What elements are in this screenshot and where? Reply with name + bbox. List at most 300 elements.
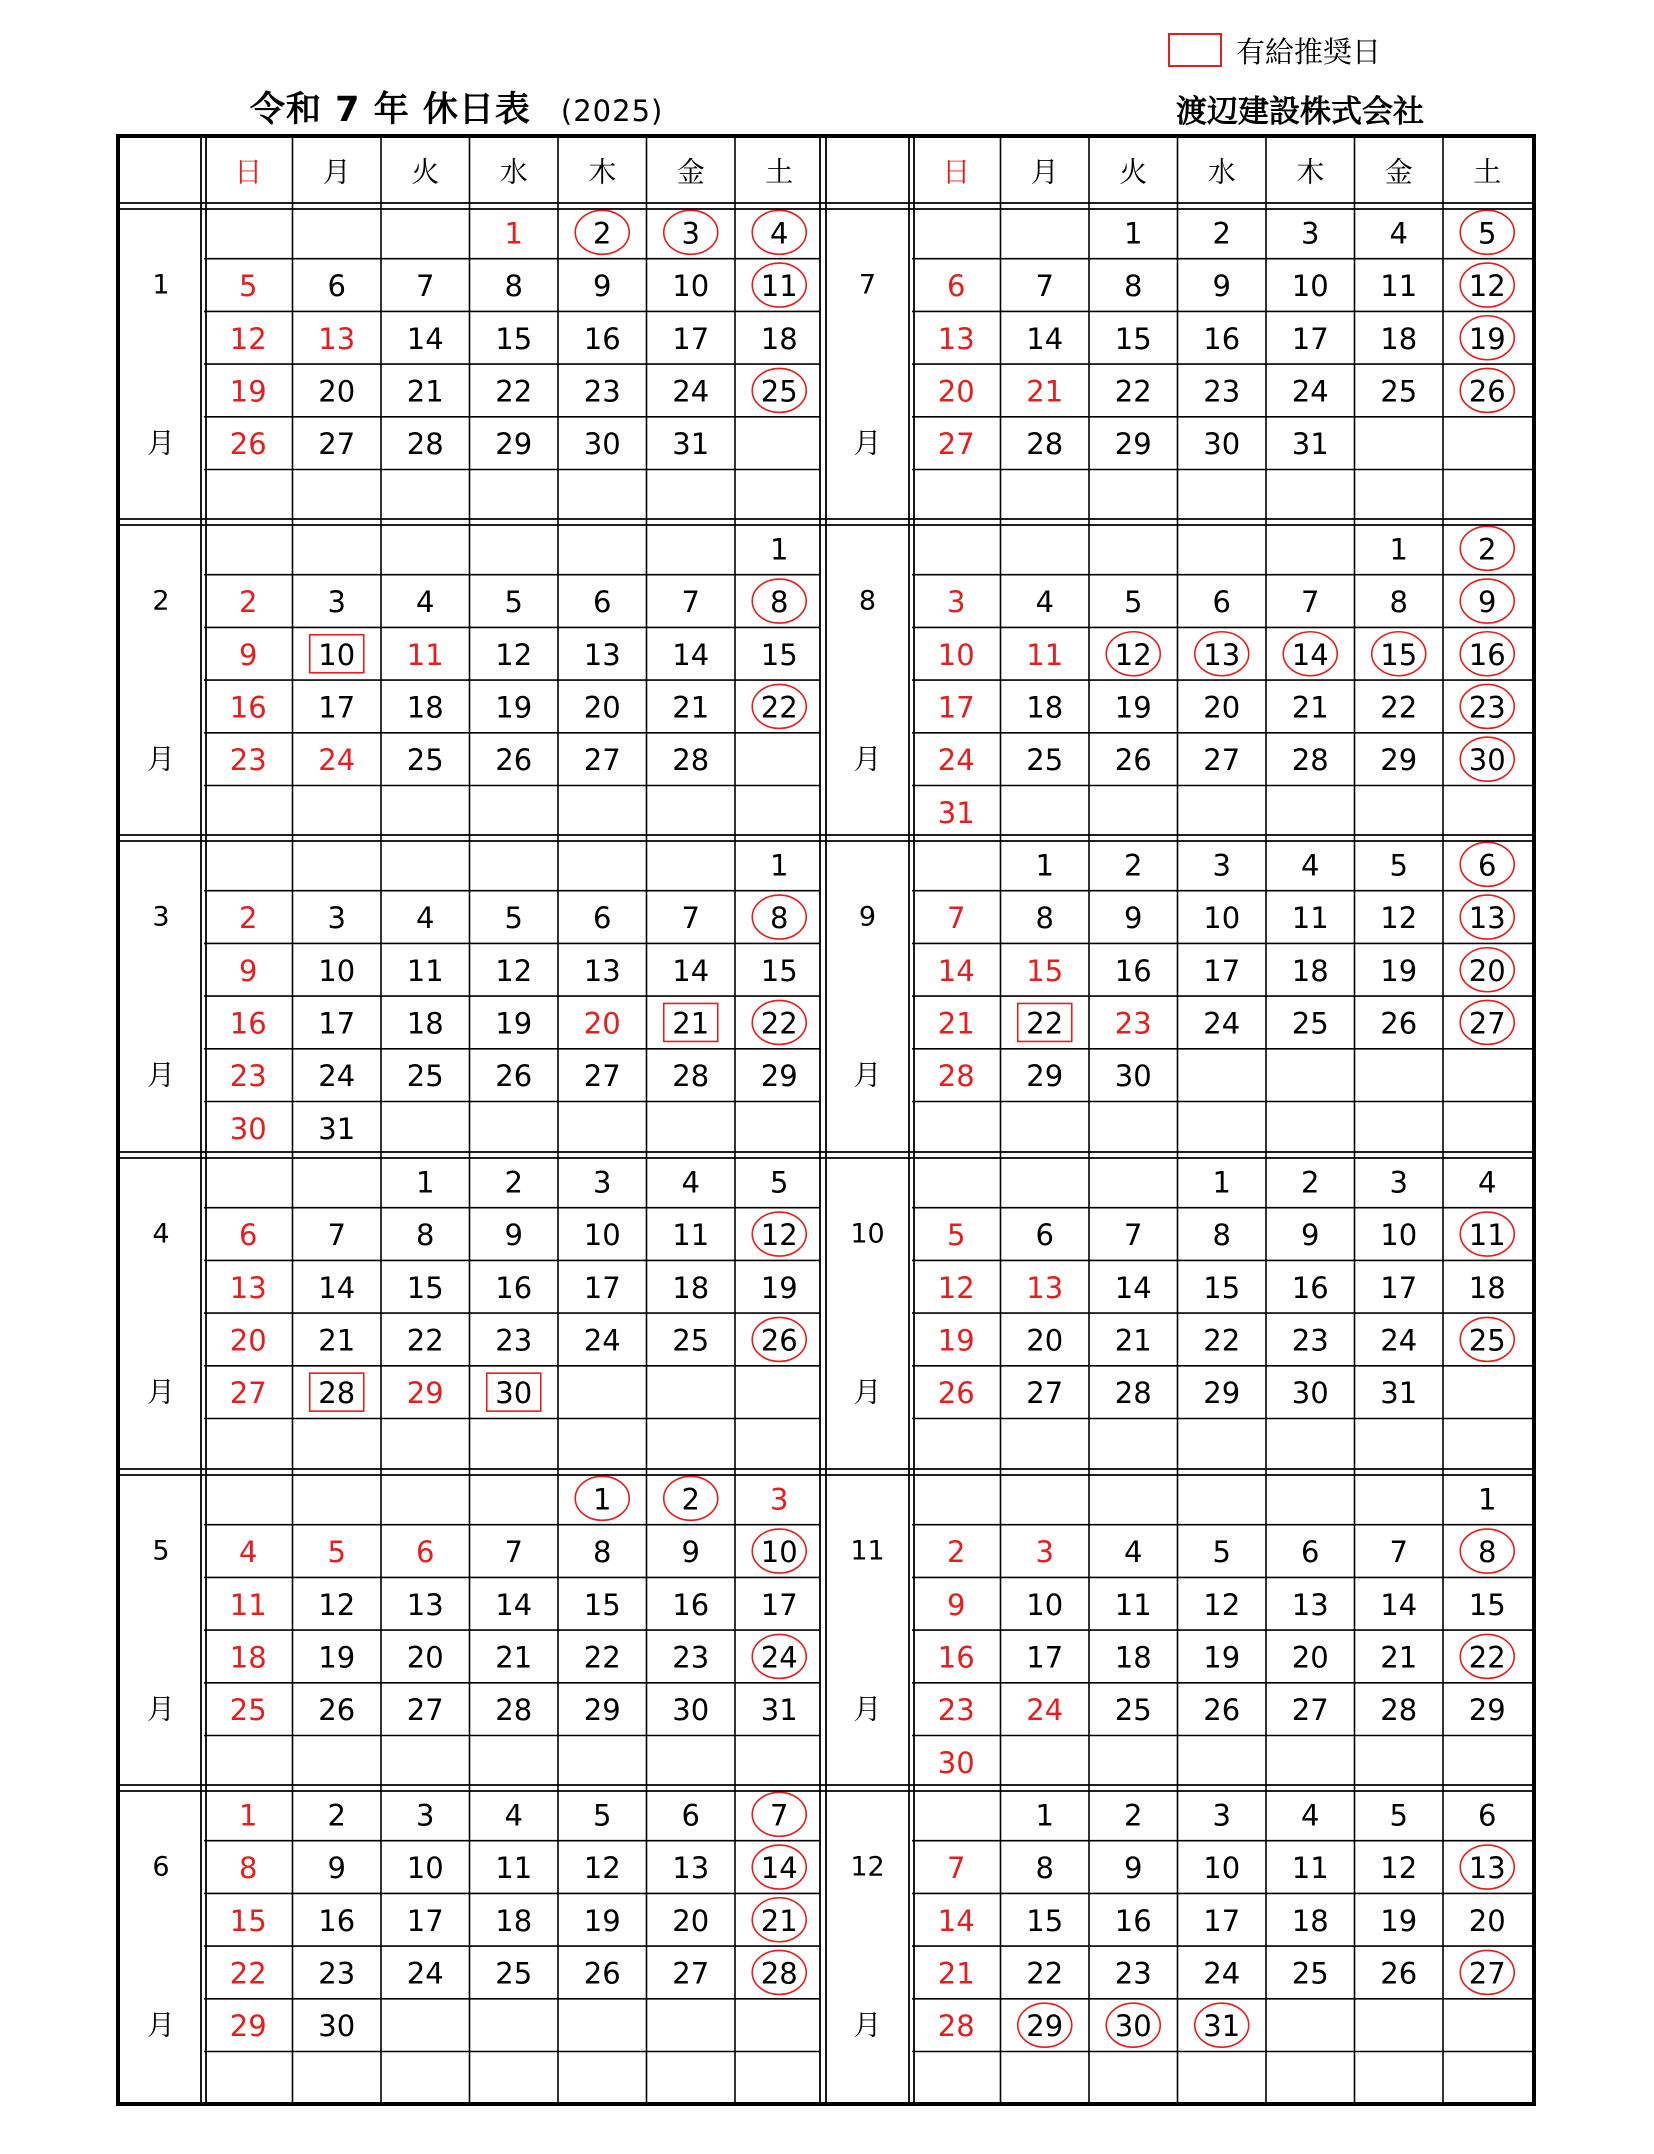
day-cell: 14 (672, 637, 710, 672)
day-cell: 1 (1212, 1165, 1231, 1200)
day-cell: 1 (416, 1165, 435, 1200)
day-cell: 15 (1468, 1587, 1506, 1622)
day-cell: 1 (1035, 848, 1054, 883)
day-cell: 26 (495, 743, 533, 778)
weekday-header-left-3: 水 (499, 155, 528, 189)
day-cell: 15 (583, 1587, 621, 1622)
day-cell: 5 (947, 1218, 966, 1253)
day-cell: 31 (760, 1693, 798, 1728)
day-cell: 23 (495, 1323, 533, 1358)
day-cell: 7 (504, 1535, 523, 1570)
day-cell: 23 (937, 1693, 975, 1728)
day-cell: 4 (416, 901, 435, 936)
day-cell: 8 (504, 269, 523, 304)
day-cell: 20 (318, 374, 356, 409)
day-cell: 30 (937, 1745, 975, 1780)
day-cell: 4 (239, 1535, 258, 1570)
day-cell: 3 (327, 585, 346, 620)
day-cell: 18 (1114, 1640, 1152, 1675)
day-cell: 10 (1380, 1218, 1418, 1253)
day-cell: 20 (1026, 1323, 1064, 1358)
day-cell: 12 (495, 953, 533, 988)
day-cell: 30 (672, 1693, 710, 1728)
day-cell: 20 (1291, 1640, 1329, 1675)
day-cell: 21 (937, 1956, 975, 1991)
day-cell: 5 (239, 269, 258, 304)
day-cell: 26 (583, 1956, 621, 1991)
day-cell: 15 (1026, 953, 1064, 988)
day-cell: 1 (770, 532, 789, 567)
day-cell: 17 (1026, 1640, 1064, 1675)
day-cell: 21 (760, 1903, 798, 1938)
day-cell: 27 (1291, 1693, 1329, 1728)
day-cell: 20 (229, 1323, 267, 1358)
day-cell: 6 (1035, 1218, 1054, 1253)
day-cell: 19 (1203, 1640, 1241, 1675)
day-cell: 27 (672, 1956, 710, 1991)
day-cell: 17 (318, 690, 356, 725)
day-cell: 12 (1380, 901, 1418, 936)
day-cell: 12 (495, 637, 533, 672)
day-cell: 21 (406, 374, 444, 409)
day-cell: 15 (1026, 1903, 1064, 1938)
day-cell: 28 (1380, 1693, 1418, 1728)
day-cell: 8 (593, 1535, 612, 1570)
day-cell: 16 (1114, 953, 1152, 988)
day-cell: 1 (504, 216, 523, 251)
day-cell: 27 (1468, 1006, 1506, 1041)
day-cell: 14 (937, 953, 975, 988)
weekday-header-left-2: 火 (411, 155, 440, 189)
day-cell: 23 (1114, 1956, 1152, 1991)
day-cell: 19 (318, 1640, 356, 1675)
day-cell: 15 (1380, 637, 1418, 672)
day-cell: 14 (495, 1587, 533, 1622)
day-cell: 11 (1291, 1851, 1329, 1886)
day-cell: 14 (406, 321, 444, 356)
day-cell: 2 (239, 901, 258, 936)
day-cell: 19 (1468, 321, 1506, 356)
day-cell: 29 (1203, 1376, 1241, 1411)
day-cell: 19 (229, 374, 267, 409)
day-cell: 25 (1114, 1693, 1152, 1728)
day-cell: 18 (1380, 321, 1418, 356)
day-cell: 1 (593, 1482, 612, 1517)
day-cell: 9 (239, 953, 258, 988)
day-cell: 1 (1478, 1482, 1497, 1517)
title-text: 令和 7 年 休日表 (250, 90, 531, 130)
day-cell: 19 (583, 1903, 621, 1938)
day-cell: 14 (760, 1851, 798, 1886)
day-cell: 13 (1291, 1587, 1329, 1622)
day-cell: 5 (327, 1535, 346, 1570)
day-cell: 23 (318, 1956, 356, 1991)
day-cell: 25 (1026, 743, 1064, 778)
day-cell: 18 (495, 1903, 533, 1938)
day-cell: 23 (229, 743, 267, 778)
day-cell: 25 (229, 1693, 267, 1728)
day-cell: 18 (406, 690, 444, 725)
day-cell: 19 (495, 690, 533, 725)
day-cell: 15 (229, 1903, 267, 1938)
day-cell: 8 (239, 1851, 258, 1886)
day-cell: 30 (318, 2009, 356, 2044)
day-cell: 5 (593, 1798, 612, 1833)
day-cell: 8 (1124, 269, 1143, 304)
day-cell: 11 (760, 269, 798, 304)
day-cell: 31 (318, 1111, 356, 1146)
day-cell: 7 (947, 901, 966, 936)
day-cell: 23 (672, 1640, 710, 1675)
day-cell: 11 (406, 637, 444, 672)
day-cell: 18 (1291, 953, 1329, 988)
day-cell: 22 (1026, 1006, 1064, 1041)
day-cell: 2 (1124, 1798, 1143, 1833)
day-cell: 6 (1301, 1535, 1320, 1570)
day-cell: 8 (1212, 1218, 1231, 1253)
day-cell: 9 (1301, 1218, 1320, 1253)
month-suffix: 月 (146, 1375, 176, 1409)
day-cell: 10 (937, 637, 975, 672)
day-cell: 2 (327, 1798, 346, 1833)
day-cell: 25 (1380, 374, 1418, 409)
day-cell: 4 (770, 216, 789, 251)
day-cell: 21 (1114, 1323, 1152, 1358)
day-cell: 26 (1468, 374, 1506, 409)
day-cell: 23 (1291, 1323, 1329, 1358)
day-cell: 26 (937, 1376, 975, 1411)
day-cell: 29 (1026, 2009, 1064, 2044)
day-cell: 3 (770, 1482, 789, 1517)
day-cell: 13 (1203, 637, 1241, 672)
day-cell: 24 (318, 1059, 356, 1094)
day-cell: 9 (1124, 901, 1143, 936)
day-cell: 24 (583, 1323, 621, 1358)
day-cell: 27 (1203, 743, 1241, 778)
day-cell: 7 (1301, 585, 1320, 620)
day-cell: 26 (495, 1059, 533, 1094)
month-number: 5 (152, 1535, 170, 1567)
day-cell: 11 (1380, 269, 1418, 304)
day-cell: 1 (1035, 1798, 1054, 1833)
day-cell: 12 (229, 321, 267, 356)
month-suffix: 月 (146, 742, 176, 776)
day-cell: 16 (318, 1903, 356, 1938)
day-cell: 13 (1468, 1851, 1506, 1886)
day-cell: 5 (1389, 848, 1408, 883)
month-number: 9 (858, 901, 877, 933)
day-cell: 4 (504, 1798, 523, 1833)
day-cell: 9 (593, 269, 612, 304)
day-cell: 20 (583, 1006, 621, 1041)
day-cell: 20 (672, 1903, 710, 1938)
day-cell: 16 (1203, 321, 1241, 356)
day-cell: 27 (1468, 1956, 1506, 1991)
day-cell: 2 (681, 1482, 700, 1517)
month-number: 3 (152, 901, 170, 933)
weekday-header-right-4: 木 (1296, 155, 1325, 189)
day-cell: 14 (1114, 1270, 1152, 1305)
day-cell: 30 (229, 1111, 267, 1146)
day-cell: 26 (1380, 1956, 1418, 1991)
day-cell: 19 (1380, 953, 1418, 988)
day-cell: 19 (1380, 1903, 1418, 1938)
month-number: 11 (850, 1535, 885, 1567)
day-cell: 9 (681, 1535, 700, 1570)
day-cell: 17 (937, 690, 975, 725)
day-cell: 19 (495, 1006, 533, 1041)
day-cell: 10 (760, 1535, 798, 1570)
day-cell: 6 (327, 269, 346, 304)
day-cell: 26 (1380, 1006, 1418, 1041)
day-cell: 1 (1124, 216, 1143, 251)
day-cell: 10 (406, 1851, 444, 1886)
day-cell: 10 (318, 637, 356, 672)
day-cell: 21 (937, 1006, 975, 1041)
day-cell: 11 (495, 1851, 533, 1886)
day-cell: 12 (1380, 1851, 1418, 1886)
day-cell: 20 (583, 690, 621, 725)
day-cell: 29 (406, 1376, 444, 1411)
day-cell: 7 (770, 1798, 789, 1833)
day-cell: 2 (947, 1535, 966, 1570)
month-suffix: 月 (853, 2008, 882, 2042)
month-number: 7 (858, 269, 877, 301)
day-cell: 29 (1026, 1059, 1064, 1094)
day-cell: 9 (947, 1587, 966, 1622)
day-cell: 29 (1114, 427, 1152, 462)
day-cell: 8 (770, 901, 789, 936)
day-cell: 9 (1212, 269, 1231, 304)
month-number: 1 (152, 269, 170, 301)
day-cell: 12 (1203, 1587, 1241, 1622)
day-cell: 24 (318, 743, 356, 778)
day-cell: 20 (1203, 690, 1241, 725)
day-cell: 22 (583, 1640, 621, 1675)
day-cell: 13 (583, 953, 621, 988)
day-cell: 24 (760, 1640, 798, 1675)
day-cell: 4 (416, 585, 435, 620)
day-cell: 10 (1291, 269, 1329, 304)
day-cell: 24 (406, 1956, 444, 1991)
day-cell: 6 (681, 1798, 700, 1833)
weekday-header-right-3: 水 (1207, 155, 1236, 189)
day-cell: 29 (229, 2009, 267, 2044)
day-cell: 16 (1468, 637, 1506, 672)
day-cell: 30 (1114, 1059, 1152, 1094)
day-cell: 7 (947, 1851, 966, 1886)
day-cell: 28 (937, 1059, 975, 1094)
day-cell: 8 (770, 585, 789, 620)
day-cell: 30 (1291, 1376, 1329, 1411)
day-cell: 22 (1026, 1956, 1064, 1991)
day-cell: 6 (593, 585, 612, 620)
weekday-header-left-4: 木 (588, 155, 617, 189)
day-cell: 28 (937, 2009, 975, 2044)
day-cell: 12 (1468, 269, 1506, 304)
day-cell: 10 (1203, 1851, 1241, 1886)
day-cell: 13 (937, 321, 975, 356)
day-cell: 3 (1035, 1535, 1054, 1570)
day-cell: 17 (1291, 321, 1329, 356)
day-cell: 15 (760, 637, 798, 672)
day-cell: 15 (495, 321, 533, 356)
day-cell: 22 (760, 690, 798, 725)
day-cell: 4 (1301, 1798, 1320, 1833)
day-cell: 18 (1468, 1270, 1506, 1305)
day-cell: 7 (416, 269, 435, 304)
day-cell: 22 (229, 1956, 267, 1991)
day-cell: 28 (406, 427, 444, 462)
day-cell: 25 (1291, 1956, 1329, 1991)
day-cell: 2 (1478, 532, 1497, 567)
day-cell: 8 (1478, 1535, 1497, 1570)
day-cell: 18 (1026, 690, 1064, 725)
day-cell: 16 (937, 1640, 975, 1675)
day-cell: 16 (672, 1587, 710, 1622)
day-cell: 8 (1035, 901, 1054, 936)
day-cell: 19 (760, 1270, 798, 1305)
day-cell: 24 (1203, 1956, 1241, 1991)
day-cell: 3 (947, 585, 966, 620)
day-cell: 31 (1291, 427, 1329, 462)
weekday-header-left-6: 土 (765, 155, 794, 189)
month-number: 12 (850, 1851, 885, 1883)
day-cell: 28 (760, 1956, 798, 1991)
day-cell: 25 (1291, 1006, 1329, 1041)
day-cell: 26 (1114, 743, 1152, 778)
day-cell: 6 (239, 1218, 258, 1253)
day-cell: 17 (672, 321, 710, 356)
day-cell: 27 (229, 1376, 267, 1411)
day-cell: 18 (672, 1270, 710, 1305)
day-cell: 20 (1468, 953, 1506, 988)
day-cell: 23 (583, 374, 621, 409)
day-cell: 11 (1291, 901, 1329, 936)
day-cell: 24 (672, 374, 710, 409)
day-cell: 14 (1026, 321, 1064, 356)
day-cell: 5 (504, 585, 523, 620)
day-cell: 29 (495, 427, 533, 462)
day-cell: 25 (760, 374, 798, 409)
month-suffix: 月 (853, 1058, 882, 1092)
day-cell: 15 (406, 1270, 444, 1305)
day-cell: 5 (1212, 1535, 1231, 1570)
day-cell: 7 (1124, 1218, 1143, 1253)
month-suffix: 月 (853, 742, 882, 776)
month-suffix: 月 (146, 1692, 176, 1726)
day-cell: 11 (1026, 637, 1064, 672)
day-cell: 2 (239, 585, 258, 620)
day-cell: 5 (1478, 216, 1497, 251)
day-cell: 14 (672, 953, 710, 988)
day-cell: 25 (495, 1956, 533, 1991)
day-cell: 4 (1301, 848, 1320, 883)
day-cell: 24 (1380, 1323, 1418, 1358)
day-cell: 12 (1114, 637, 1152, 672)
day-cell: 12 (318, 1587, 356, 1622)
weekday-header-right-1: 月 (1030, 155, 1059, 189)
day-cell: 24 (1291, 374, 1329, 409)
day-cell: 3 (416, 1798, 435, 1833)
day-cell: 30 (1468, 743, 1506, 778)
day-cell: 8 (1389, 585, 1408, 620)
month-number: 8 (858, 585, 877, 617)
day-cell: 10 (318, 953, 356, 988)
day-cell: 4 (1389, 216, 1408, 251)
day-cell: 3 (1389, 1165, 1408, 1200)
day-cell: 17 (406, 1903, 444, 1938)
day-cell: 29 (583, 1693, 621, 1728)
day-cell: 22 (406, 1323, 444, 1358)
day-cell: 8 (416, 1218, 435, 1253)
day-cell: 26 (229, 427, 267, 462)
day-cell: 13 (672, 1851, 710, 1886)
day-cell: 30 (1114, 2009, 1152, 2044)
day-cell: 4 (1124, 1535, 1143, 1570)
day-cell: 23 (229, 1059, 267, 1094)
day-cell: 18 (229, 1640, 267, 1675)
day-cell: 11 (406, 953, 444, 988)
day-cell: 5 (504, 901, 523, 936)
day-cell: 21 (1026, 374, 1064, 409)
day-cell: 11 (1468, 1218, 1506, 1253)
day-cell: 28 (1114, 1376, 1152, 1411)
day-cell: 16 (1291, 1270, 1329, 1305)
day-cell: 26 (1203, 1693, 1241, 1728)
day-cell: 22 (1468, 1640, 1506, 1675)
day-cell: 31 (937, 795, 975, 830)
day-cell: 9 (239, 637, 258, 672)
month-number: 4 (152, 1218, 170, 1250)
day-cell: 9 (1478, 585, 1497, 620)
day-cell: 3 (1212, 1798, 1231, 1833)
day-cell: 7 (327, 1218, 346, 1253)
day-cell: 6 (593, 901, 612, 936)
day-cell: 21 (1291, 690, 1329, 725)
day-cell: 13 (318, 321, 356, 356)
day-cell: 18 (406, 1006, 444, 1041)
day-cell: 28 (495, 1693, 533, 1728)
day-cell: 6 (1478, 848, 1497, 883)
day-cell: 30 (495, 1376, 533, 1411)
day-cell: 28 (672, 743, 710, 778)
day-cell: 16 (495, 1270, 533, 1305)
month-number: 10 (850, 1218, 885, 1250)
day-cell: 21 (495, 1640, 533, 1675)
day-cell: 18 (1291, 1903, 1329, 1938)
day-cell: 24 (937, 743, 975, 778)
day-cell: 11 (672, 1218, 710, 1253)
day-cell: 18 (760, 321, 798, 356)
weekday-header-right-5: 金 (1384, 155, 1413, 189)
day-cell: 6 (416, 1535, 435, 1570)
day-cell: 2 (1212, 216, 1231, 251)
day-cell: 4 (681, 1165, 700, 1200)
day-cell: 16 (229, 1006, 267, 1041)
day-cell: 27 (583, 1059, 621, 1094)
weekday-header-right-2: 火 (1119, 155, 1148, 189)
day-cell: 3 (1212, 848, 1231, 883)
day-cell: 27 (1026, 1376, 1064, 1411)
day-cell: 15 (1114, 321, 1152, 356)
day-cell: 3 (593, 1165, 612, 1200)
day-cell: 22 (760, 1006, 798, 1041)
day-cell: 19 (1114, 690, 1152, 725)
day-cell: 30 (1203, 427, 1241, 462)
day-cell: 21 (318, 1323, 356, 1358)
day-cell: 27 (583, 743, 621, 778)
